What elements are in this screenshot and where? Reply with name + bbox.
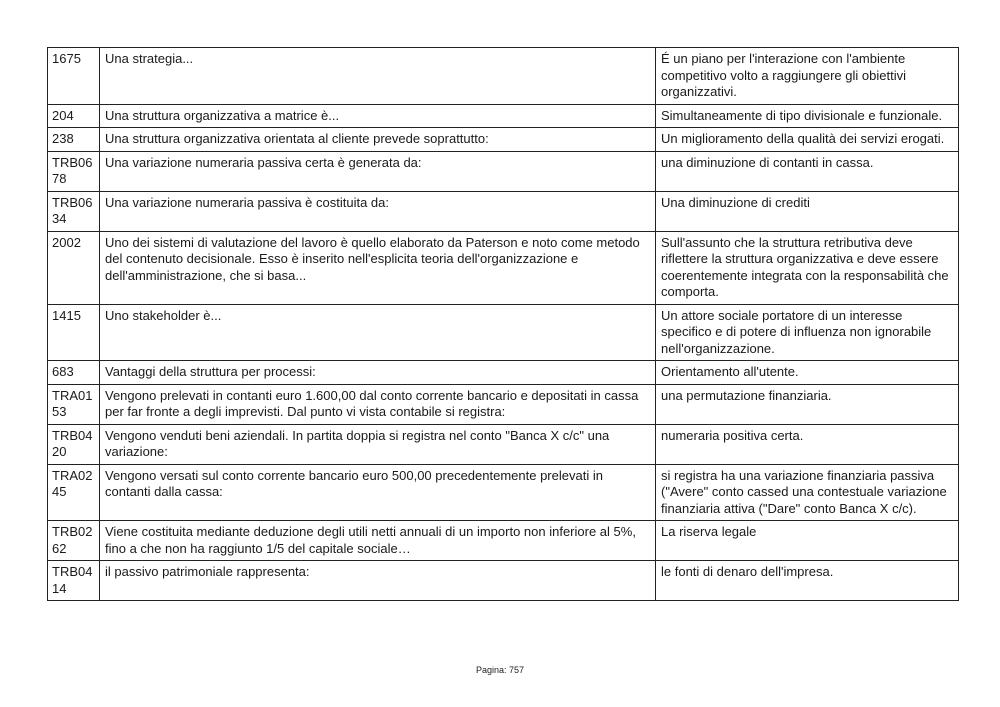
table-row	[48, 231, 959, 304]
table-row	[48, 128, 959, 152]
question-code-cell: 204	[48, 104, 100, 128]
question-code-cell: TRA0153	[48, 384, 100, 424]
question-cell: Vengono versati sul conto corrente bancario euro 500,00 precedentemente prelevati in contanti dalla cassa:	[100, 464, 656, 521]
answer-cell: Orientamento all'utente.	[656, 361, 959, 385]
answer-cell: Simultaneamente di tipo divisionale e funzionale.	[656, 104, 959, 128]
question-code-cell: TRA0245	[48, 464, 100, 521]
question-code-cell: TRB0634	[48, 191, 100, 231]
question-cell: Una struttura organizzativa a matrice è...	[100, 104, 656, 128]
table-row	[48, 424, 959, 464]
answer-cell: É un piano per l'interazione con l'ambiente competitivo volto a raggiungere gli obiettivi organizzativi.	[656, 48, 959, 105]
question-code-cell: 2002	[48, 231, 100, 304]
question-code-cell: TRB0678	[48, 151, 100, 191]
table-row	[48, 384, 959, 424]
table-row	[48, 191, 959, 231]
answer-cell: numeraria positiva certa.	[656, 424, 959, 464]
page-number: Pagina: 757	[475, 665, 525, 675]
question-code-cell: TRB0262	[48, 521, 100, 561]
answer-cell: le fonti di denaro dell'impresa.	[656, 561, 959, 601]
answer-cell: si registra ha una variazione finanziaria passiva ("Avere" conto cassed una contestuale variazione finanziaria attiva ("Dare" conto Banca X c/c).	[656, 464, 959, 521]
answer-cell: una diminuzione di contanti in cassa.	[656, 151, 959, 191]
question-answer-table	[47, 47, 959, 601]
question-cell: Una variazione numeraria passiva è costituita da:	[100, 191, 656, 231]
question-cell: Una strategia...	[100, 48, 656, 105]
table-row	[48, 48, 959, 105]
answer-cell: La riserva legale	[656, 521, 959, 561]
answer-cell: Sull'assunto che la struttura retributiva deve riflettere la struttura organizzativa e deve essere coerentemente integrata con la responsabilità che comporta.	[656, 231, 959, 304]
table-row	[48, 361, 959, 385]
answer-cell: una permutazione finanziaria.	[656, 384, 959, 424]
question-cell: Uno stakeholder è...	[100, 304, 656, 361]
question-cell: il passivo patrimoniale rappresenta:	[100, 561, 656, 601]
question-code-cell: 1415	[48, 304, 100, 361]
question-code-cell: 1675	[48, 48, 100, 105]
question-cell: Viene costituita mediante deduzione degli utili netti annuali di un importo non inferiore al 5%, fino a che non ha raggiunto 1/5 del capitale sociale…	[100, 521, 656, 561]
question-cell: Vengono venduti beni aziendali. In partita doppia si registra nel conto "Banca X c/c" una variazione:	[100, 424, 656, 464]
table-row	[48, 464, 959, 521]
question-code-cell: TRB0420	[48, 424, 100, 464]
table-row	[48, 561, 959, 601]
table-row	[48, 151, 959, 191]
question-cell: Una variazione numeraria passiva certa è generata da:	[100, 151, 656, 191]
question-code-cell: 683	[48, 361, 100, 385]
question-code-cell: TRB0414	[48, 561, 100, 601]
question-cell: Uno dei sistemi di valutazione del lavoro è quello elaborato da Paterson e noto come metodo del contenuto decisionale. Esso è inserito nell'esplicita teoria dell'organizzazione e dell'amministrazione, che si basa...	[100, 231, 656, 304]
answer-cell: Una diminuzione di crediti	[656, 191, 959, 231]
page-footer	[0, 665, 1000, 675]
table-row	[48, 304, 959, 361]
answer-cell: Un attore sociale portatore di un interesse specifico e di potere di influenza non ignorabile nell'organizzazione.	[656, 304, 959, 361]
answer-cell: Un miglioramento della qualità dei servizi erogati.	[656, 128, 959, 152]
table-row	[48, 104, 959, 128]
question-cell: Vantaggi della struttura per processi:	[100, 361, 656, 385]
table-body	[48, 48, 959, 601]
question-cell: Vengono prelevati in contanti euro 1.600,00 dal conto corrente bancario e depositati in cassa per far fronte a degli imprevisti. Dal punto vi vista contabile si registra:	[100, 384, 656, 424]
question-cell: Una struttura organizzativa orientata al cliente prevede soprattutto:	[100, 128, 656, 152]
question-code-cell: 238	[48, 128, 100, 152]
table-row	[48, 521, 959, 561]
